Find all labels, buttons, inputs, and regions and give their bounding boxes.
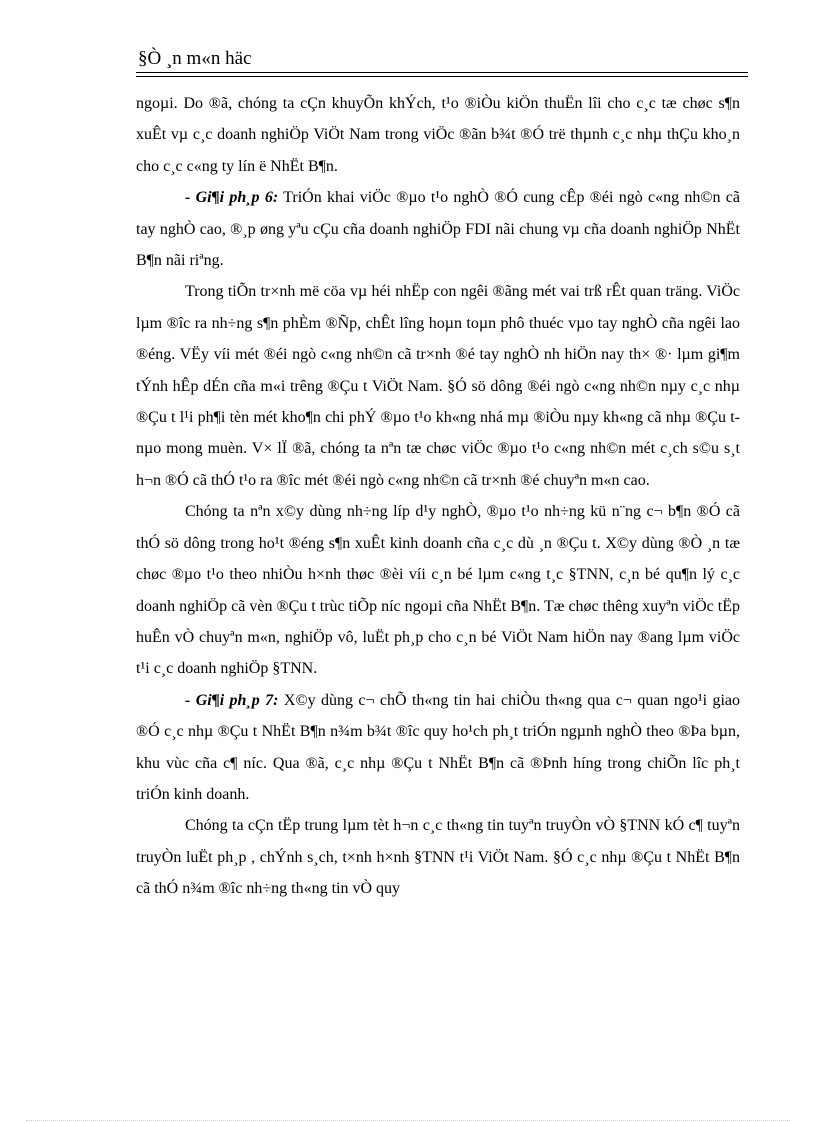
paragraph [136,88,740,182]
paragraph [136,182,740,276]
solution-6-heading: - Gi¶i ph¸p 6: [185,189,279,207]
paragraph [136,276,740,496]
body-text [136,88,740,905]
paragraph-text: ngoµi. Do ®ã, chóng ta cÇn khuyÕn khÝch, t¹o ®iÒu kiÖn thuËn lîi cho c¸c tæ chøc s¶n xuÊt vµ c¸c doanh nghiÖp ViÖt Nam trong viÖc ®ãn b¾t ®Ó trë thµnh c¸c nhµ thÇu kho¸n cho c¸c c«ng ty lín ë NhËt B¶n. [136,95,740,175]
paragraph [136,685,740,811]
header-rule-thin [136,76,748,77]
paragraph-text: Chóng ta nªn x©y dùng nh÷ng líp d¹y nghÒ, ®µo t¹o nh÷ng kü n¨ng c¬ b¶n ®Ó cã thÓ sö dông trong ho¹t ®éng s¶n xuÊt kinh doanh cña c¸c dù ¸n ®Çu t. X©y dùng ®Ò ¸n tæ chøc ®µo t¹o theo nhiÒu h×nh thøc ®èi víi c¸n bé lµm c«ng t¸c §TNN, c¸n bé qu¶n lý c¸c doanh nghiÖp cã vèn ®Çu t trùc tiÕp níc ngoµi cña NhËt B¶n. Tæ chøc thêng xuyªn viÖc tËp huÊn vÒ chuyªn m«n, nghiÖp vô, luËt ph¸p cho c¸n bé ViÖt Nam hiÖn nay ®ang lµm viÖc t¹i c¸c doanh nghiÖp §TNN. [136,503,740,678]
page-bottom-border [26,1120,790,1121]
paragraph-text: Chóng ta cÇn tËp trung lµm tèt h¬n c¸c th«ng tin tuyªn truyÒn vÒ §TNN kÓ c¶ tuyªn truyÒn luËt ph¸p , chÝnh s¸ch, t×nh h×nh §TNN t¹i ViÖt Nam. §Ó c¸c nhµ ®Çu t NhËt B¶n cã thÓ n¾m ®îc nh÷ng th«ng tin vÒ quy [136,817,740,898]
paragraph [136,496,740,684]
paragraph-text: TriÓn khai viÖc ®µo t¹o nghÒ ®Ó cung cÊp ®éi ngò c«ng nh©n cã tay nghÒ cao, ®¸p øng yªu cÇu cña doanh nghiÖp FDI nãi chung vµ cña doanh nghiÖp NhËt B¶n nãi riªng. [136,189,741,270]
solution-7-heading: - Gi¶i ph¸p 7: [185,691,279,709]
paragraph-text: X©y dùng c¬ chÕ th«ng tin hai chiÒu th«ng qua c¬ quan ngo¹i giao ®Ó c¸c nhµ ®Çu t NhËt B¶n n¾m b¾t ®îc quy ho¹ch ph¸t triÓn ngµnh nghÒ theo ®Þa bµn, khu vùc cña c¶ níc. Qua ®ã, c¸c nhµ ®Çu t NhËt B¶n cã ®Þnh híng trong chiÕn lîc ph¸t triÓn kinh doanh. [136,691,740,803]
paragraph [136,810,740,904]
document-title: §Ò ¸n m«n häc [138,48,252,69]
page-header [136,48,748,70]
header-rule-thick [136,72,748,73]
paragraph-text: Trong tiÕn tr×nh më cöa vµ héi nhËp con ngêi ®ãng mét vai trß rÊt quan träng. ViÖc lµm ®îc ra nh÷ng s¶n phÈm ®Ñp, chÊt lîng hoµn toµn phô thuéc vµo tay nghÒ cña ngêi lao ®éng. VËy víi mét ®éi ngò c«ng nh©n cã tr×nh ®é tay nghÒ nh hiÖn nay th× ®· lµm gi¶m tÝnh hÊp dÉn cña m«i trêng ®Çu t ViÖt Nam. §Ó sö dông ®éi ngò c«ng nh©n nµy c¸c nhµ ®Çu t l¹i ph¶i tèn mét kho¶n chi phÝ ®µo t¹o kh«ng nhá mµ ®iÒu nµy kh«ng cã nhµ ®Çu t nµo mong muèn. V× lÏ ®ã, chóng ta nªn tæ chøc viÖc ®µo t¹o c«ng nh©n mét c¸ch s©u s¸t h¬n ®Ó cã thÓ t¹o ra ®îc mét ®éi ngò c«ng nh©n cã tr×nh ®é chuyªn m«n cao. [136,283,740,489]
